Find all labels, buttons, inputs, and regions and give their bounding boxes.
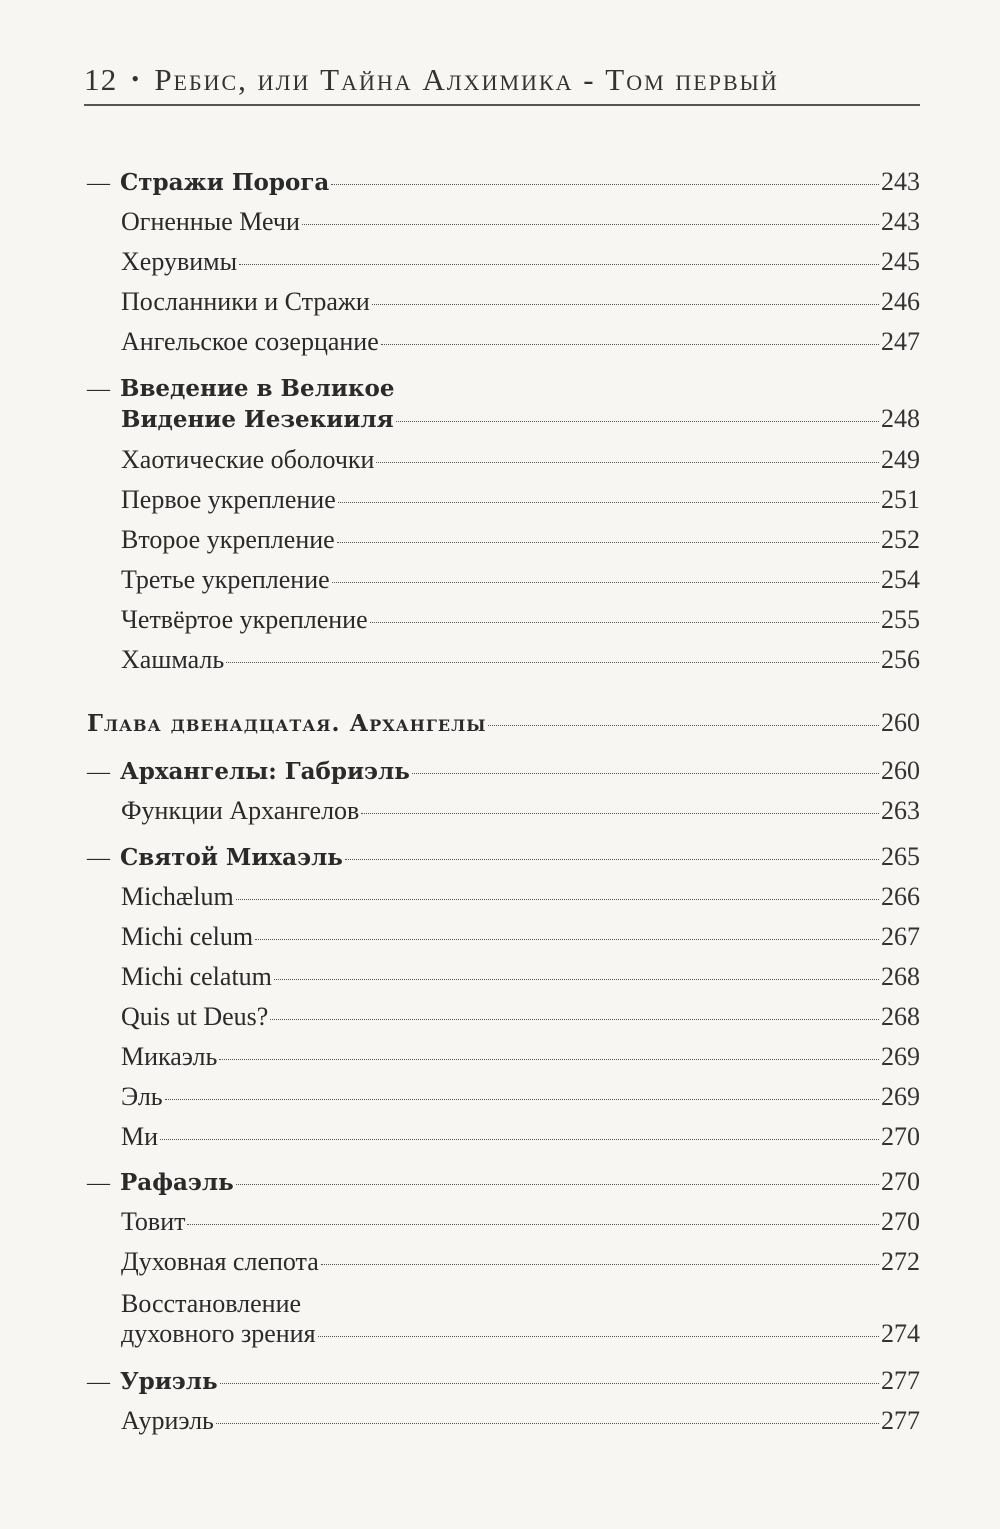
- toc-entry[interactable]: [121, 287, 920, 317]
- entry-page: 243: [881, 207, 920, 236]
- entry-label: Огненные Мечи: [121, 207, 300, 236]
- toc-entry[interactable]: [121, 247, 920, 277]
- toc-entry[interactable]: [121, 1122, 920, 1152]
- entry-page: 272: [881, 1247, 920, 1276]
- entry-page: 254: [881, 565, 920, 594]
- entry-page: 251: [881, 485, 920, 514]
- toc-entry[interactable]: [121, 1207, 920, 1237]
- entry-page: 260: [881, 756, 920, 785]
- entry-page: 249: [881, 445, 920, 474]
- entry-label: Введение в Великое: [120, 375, 395, 402]
- dot-leader: [239, 264, 879, 265]
- header-bullet: •: [131, 66, 141, 91]
- toc-entry[interactable]: [121, 605, 920, 635]
- entry-label: Ауриэль: [121, 1406, 214, 1435]
- entry-label: Эль: [121, 1082, 163, 1111]
- entry-page: 267: [881, 922, 920, 951]
- entry-page: 269: [881, 1082, 920, 1111]
- toc-entry[interactable]: [87, 842, 920, 873]
- entry-dash: —: [87, 1369, 110, 1394]
- dot-leader: [318, 1336, 879, 1337]
- toc-entry[interactable]: [121, 796, 920, 826]
- toc-entry[interactable]: [121, 1247, 920, 1277]
- toc-entry[interactable]: [87, 756, 920, 787]
- dot-leader: [412, 773, 879, 774]
- dot-leader: [270, 1019, 879, 1020]
- entry-page: 248: [881, 404, 920, 433]
- dot-leader: [216, 1423, 879, 1424]
- entry-page: 277: [881, 1366, 920, 1395]
- toc-entry[interactable]: [121, 1002, 920, 1032]
- dot-leader: [274, 979, 879, 980]
- entry-label: Ми: [121, 1122, 159, 1151]
- dot-leader: [255, 939, 879, 940]
- entry-page: 270: [881, 1207, 920, 1236]
- entry-label: Второе укрепление: [121, 525, 335, 554]
- dot-leader: [226, 662, 879, 663]
- entry-page: 277: [881, 1406, 920, 1435]
- entry-label: Ангельское созерцание: [121, 327, 379, 356]
- toc-entry[interactable]: [87, 167, 920, 198]
- toc-entry[interactable]: [121, 1406, 920, 1436]
- dot-leader: [370, 622, 879, 623]
- page-number: 12: [84, 62, 118, 97]
- toc-entry[interactable]: [121, 404, 920, 435]
- toc-entry-line1: [87, 374, 394, 404]
- entry-label: Хаотические оболочки: [121, 445, 375, 474]
- entry-page: 256: [881, 645, 920, 674]
- entry-label: Херувимы: [121, 247, 238, 276]
- entry-label: Духовная слепота: [121, 1247, 319, 1276]
- entry-label: Michælum: [121, 882, 234, 911]
- entry-dash: —: [87, 845, 110, 870]
- dot-leader: [236, 1184, 879, 1185]
- entry-page: 245: [881, 247, 920, 276]
- entry-page: 255: [881, 605, 920, 634]
- entry-label: Первое укрепление: [121, 485, 336, 514]
- entry-label: Четвёртое укрепление: [121, 605, 368, 634]
- toc-chapter-entry[interactable]: [87, 708, 920, 739]
- entry-label: Функции Архангелов: [121, 796, 360, 825]
- dot-leader: [220, 1383, 879, 1384]
- dot-leader: [381, 344, 879, 345]
- entry-label: Рафаэль: [120, 1169, 234, 1196]
- entry-label: Стражи Порога: [120, 169, 330, 196]
- entry-page: 260: [881, 708, 920, 737]
- dot-leader: [187, 1224, 879, 1225]
- dot-leader: [236, 899, 879, 900]
- entry-page: 274: [881, 1319, 920, 1348]
- entry-label: Товит: [121, 1207, 186, 1236]
- entry-label: духовного зрения: [121, 1319, 316, 1348]
- toc-entry[interactable]: [121, 645, 920, 675]
- entry-label: Посланники и Стражи: [121, 287, 370, 316]
- entry-label: Архангелы: Габриэль: [120, 758, 410, 785]
- toc-entry[interactable]: [87, 1366, 920, 1397]
- dot-leader: [361, 813, 879, 814]
- entry-page: 266: [881, 882, 920, 911]
- toc-entry[interactable]: [121, 445, 920, 475]
- toc-entry-line1: Восстановление: [121, 1289, 302, 1318]
- dot-leader: [338, 502, 879, 503]
- entry-label: Michi celum: [121, 922, 254, 951]
- entry-page: 268: [881, 962, 920, 991]
- entry-dash: —: [87, 759, 110, 784]
- dot-leader: [376, 462, 879, 463]
- dot-leader: [337, 542, 879, 543]
- book-title: Ребис, или Тайна Алхимика - Том первый: [154, 62, 779, 97]
- entry-page: 269: [881, 1042, 920, 1071]
- dot-leader: [321, 1264, 879, 1265]
- dot-leader: [372, 304, 879, 305]
- chapter-label: Глава двенадцатая. Архангелы: [87, 710, 487, 737]
- entry-page: 243: [881, 167, 920, 196]
- entry-label: Michi celatum: [121, 962, 272, 991]
- toc-entry[interactable]: [121, 485, 920, 515]
- toc-entry[interactable]: [121, 565, 920, 595]
- entry-page: 246: [881, 287, 920, 316]
- toc-entry[interactable]: [121, 525, 920, 555]
- entry-dash: —: [87, 170, 110, 195]
- entry-label: Микаэль: [121, 1042, 218, 1071]
- entry-label: Хашмаль: [121, 645, 225, 674]
- entry-page: 252: [881, 525, 920, 554]
- toc-entry[interactable]: [121, 327, 920, 357]
- entry-page: 265: [881, 842, 920, 871]
- dot-leader: [331, 184, 879, 185]
- dot-leader: [345, 859, 879, 860]
- dot-leader: [396, 421, 879, 422]
- dot-leader: [160, 1139, 879, 1140]
- entry-label: Святой Михаэль: [120, 844, 343, 871]
- entry-page: 247: [881, 327, 920, 356]
- entry-dash: —: [87, 1170, 110, 1195]
- dot-leader: [219, 1059, 879, 1060]
- toc-entry[interactable]: [121, 1319, 920, 1349]
- toc-entry[interactable]: [121, 207, 920, 237]
- toc-entry[interactable]: [121, 882, 920, 912]
- toc-entry[interactable]: [121, 1042, 920, 1072]
- toc-entry[interactable]: [121, 922, 920, 952]
- entry-page: 263: [881, 796, 920, 825]
- entry-label: Уриэль: [120, 1368, 218, 1395]
- dot-leader: [165, 1099, 879, 1100]
- dot-leader: [488, 725, 879, 726]
- entry-page: 268: [881, 1002, 920, 1031]
- toc-entry[interactable]: [87, 1167, 920, 1198]
- entry-label: Quis ut Deus?: [121, 1002, 269, 1031]
- dot-leader: [332, 582, 879, 583]
- entry-page: 270: [881, 1122, 920, 1151]
- entry-page: 270: [881, 1167, 920, 1196]
- entry-label: Третье укрепление: [121, 565, 330, 594]
- toc-entry[interactable]: [121, 962, 920, 992]
- toc-entry[interactable]: [121, 1082, 920, 1112]
- entry-dash: —: [87, 376, 110, 401]
- entry-label: Видение Иезекииля: [121, 406, 394, 433]
- dot-leader: [302, 224, 879, 225]
